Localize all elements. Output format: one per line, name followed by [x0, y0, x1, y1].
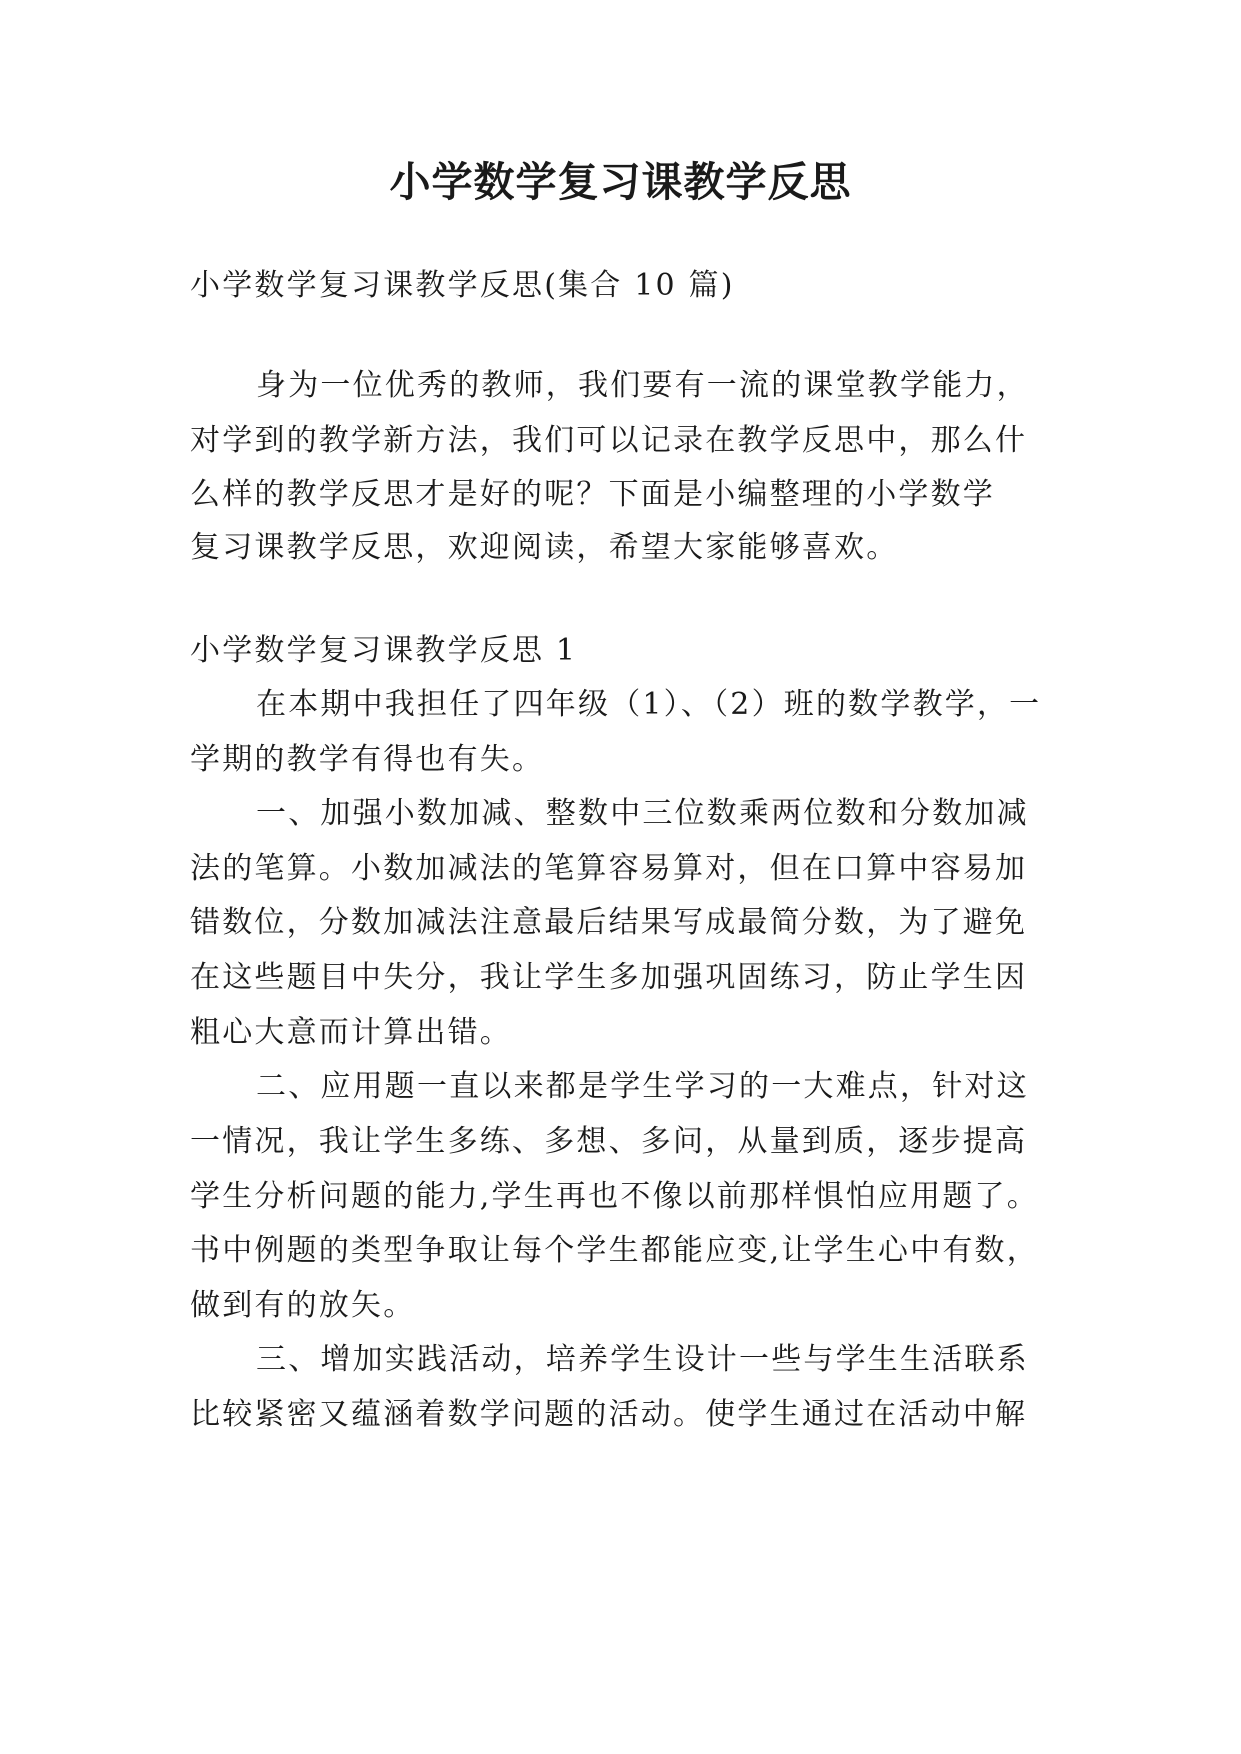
intro-line: 么样的教学反思才是好的呢？下面是小编整理的小学数学 — [190, 477, 995, 512]
body-line: 书中例题的类型争取让每个学生都能应变,让学生心中有数， — [190, 1233, 1039, 1268]
document-subtitle: 小学数学复习课教学反思(集合 10 篇) — [190, 268, 735, 303]
body-line: 一、加强小数加减、整数中三位数乘两位数和分数加减 — [256, 796, 1029, 831]
body-line: 做到有的放矢。 — [190, 1288, 416, 1323]
body-line: 法的笔算。小数加减法的笔算容易算对，但在口算中容易加 — [190, 851, 1028, 886]
intro-line: 身为一位优秀的教师，我们要有一流的课堂教学能力， — [256, 368, 1029, 403]
body-line: 在本期中我担任了四年级（1）、（2）班的数学教学，一 — [256, 687, 1042, 722]
body-line: 在这些题目中失分，我让学生多加强巩固练习，防止学生因 — [190, 960, 1028, 995]
body-line: 比较紧密又蕴涵着数学问题的活动。使学生通过在活动中解 — [190, 1397, 1028, 1432]
body-line: 粗心大意而计算出错。 — [190, 1015, 512, 1050]
body-line: 学期的教学有得也有失。 — [190, 742, 545, 777]
document-title: 小学数学复习课教学反思 — [389, 158, 852, 206]
intro-line: 对学到的教学新方法，我们可以记录在教学反思中，那么什 — [190, 423, 1028, 458]
body-line: 三、增加实践活动，培养学生设计一些与学生生活联系 — [256, 1342, 1029, 1377]
body-line: 二、应用题一直以来都是学生学习的一大难点，针对这 — [256, 1069, 1029, 1104]
body-line: 一情况，我让学生多练、多想、多问，从量到质，逐步提高 — [190, 1124, 1028, 1159]
section-heading: 小学数学复习课教学反思 1 — [190, 633, 578, 668]
body-line: 学生分析问题的能力,学生再也不像以前那样惧怕应用题了。 — [190, 1179, 1039, 1214]
body-line: 错数位，分数加减法注意最后结果写成最简分数，为了避免 — [190, 905, 1028, 940]
intro-line: 复习课教学反思，欢迎阅读，希望大家能够喜欢。 — [190, 530, 899, 565]
